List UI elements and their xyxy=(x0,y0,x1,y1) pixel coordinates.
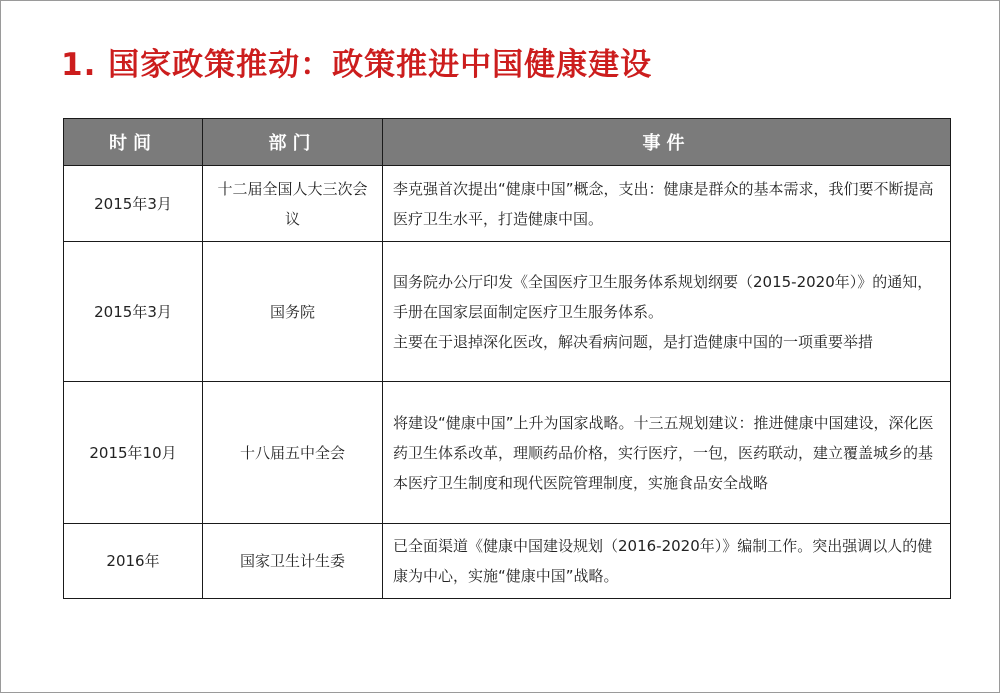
header-event: 事件 xyxy=(383,119,951,166)
event-paragraph: 主要在于退掉深化医改，解决看病问题，是打造健康中国的一项重要举措 xyxy=(393,332,874,351)
department-text: 国家卫生计生委 xyxy=(239,552,345,570)
event-paragraph: 国务院办公厅印发《全国医疗卫生服务体系规划纲要（2015-2020年）》的通知，手册在国家层面制定医疗卫生服务体系。 xyxy=(393,272,933,321)
department-text: 十二届全国人大三次会议 xyxy=(217,179,368,228)
header-department: 部门 xyxy=(203,119,383,166)
table-header-row xyxy=(64,119,951,166)
page-title: 1. 国家政策推动：政策推进中国健康建设 xyxy=(61,47,653,83)
table-row xyxy=(64,166,951,242)
event-paragraph: 李克强首次提出“健康中国”概念，支出：健康是群众的基本需求，我们要不断提高医疗卫生水平，打造健康中国。 xyxy=(393,179,934,228)
cell-time: 2016年 xyxy=(64,524,203,599)
cell-time: 2015年10月 xyxy=(64,382,203,524)
cell-event xyxy=(383,166,951,242)
table-row xyxy=(64,382,951,524)
events-table xyxy=(63,118,951,599)
cell-time: 2015年3月 xyxy=(64,166,203,242)
cell-department xyxy=(203,242,383,382)
cell-department xyxy=(203,166,383,242)
cell-event xyxy=(383,382,951,524)
table-row xyxy=(64,524,951,599)
department-text: 十八届五中全会 xyxy=(239,443,345,462)
event-paragraph: 已全面渠道《健康中国建设规划（2016-2020年）》编制工作。突出强调以人的健康为中心，实施“健康中国”战略。 xyxy=(393,537,933,585)
department-text: 国务院 xyxy=(269,302,315,321)
event-paragraph: 将建设“健康中国”上升为国家战略。十三五规划建议：推进健康中国建设，深化医药卫生体系改革，理顺药品价格，实行医疗，一包，医药联动，建立覆盖城乡的基本医疗卫生制度和现代医院管理制度，实施食品安全战略 xyxy=(393,413,934,492)
cell-event xyxy=(383,524,951,599)
cell-department xyxy=(203,382,383,524)
cell-time: 2015年3月 xyxy=(64,242,203,382)
table-row xyxy=(64,242,951,382)
header-time: 时间 xyxy=(64,119,203,166)
cell-event xyxy=(383,242,951,382)
cell-department xyxy=(203,524,383,599)
